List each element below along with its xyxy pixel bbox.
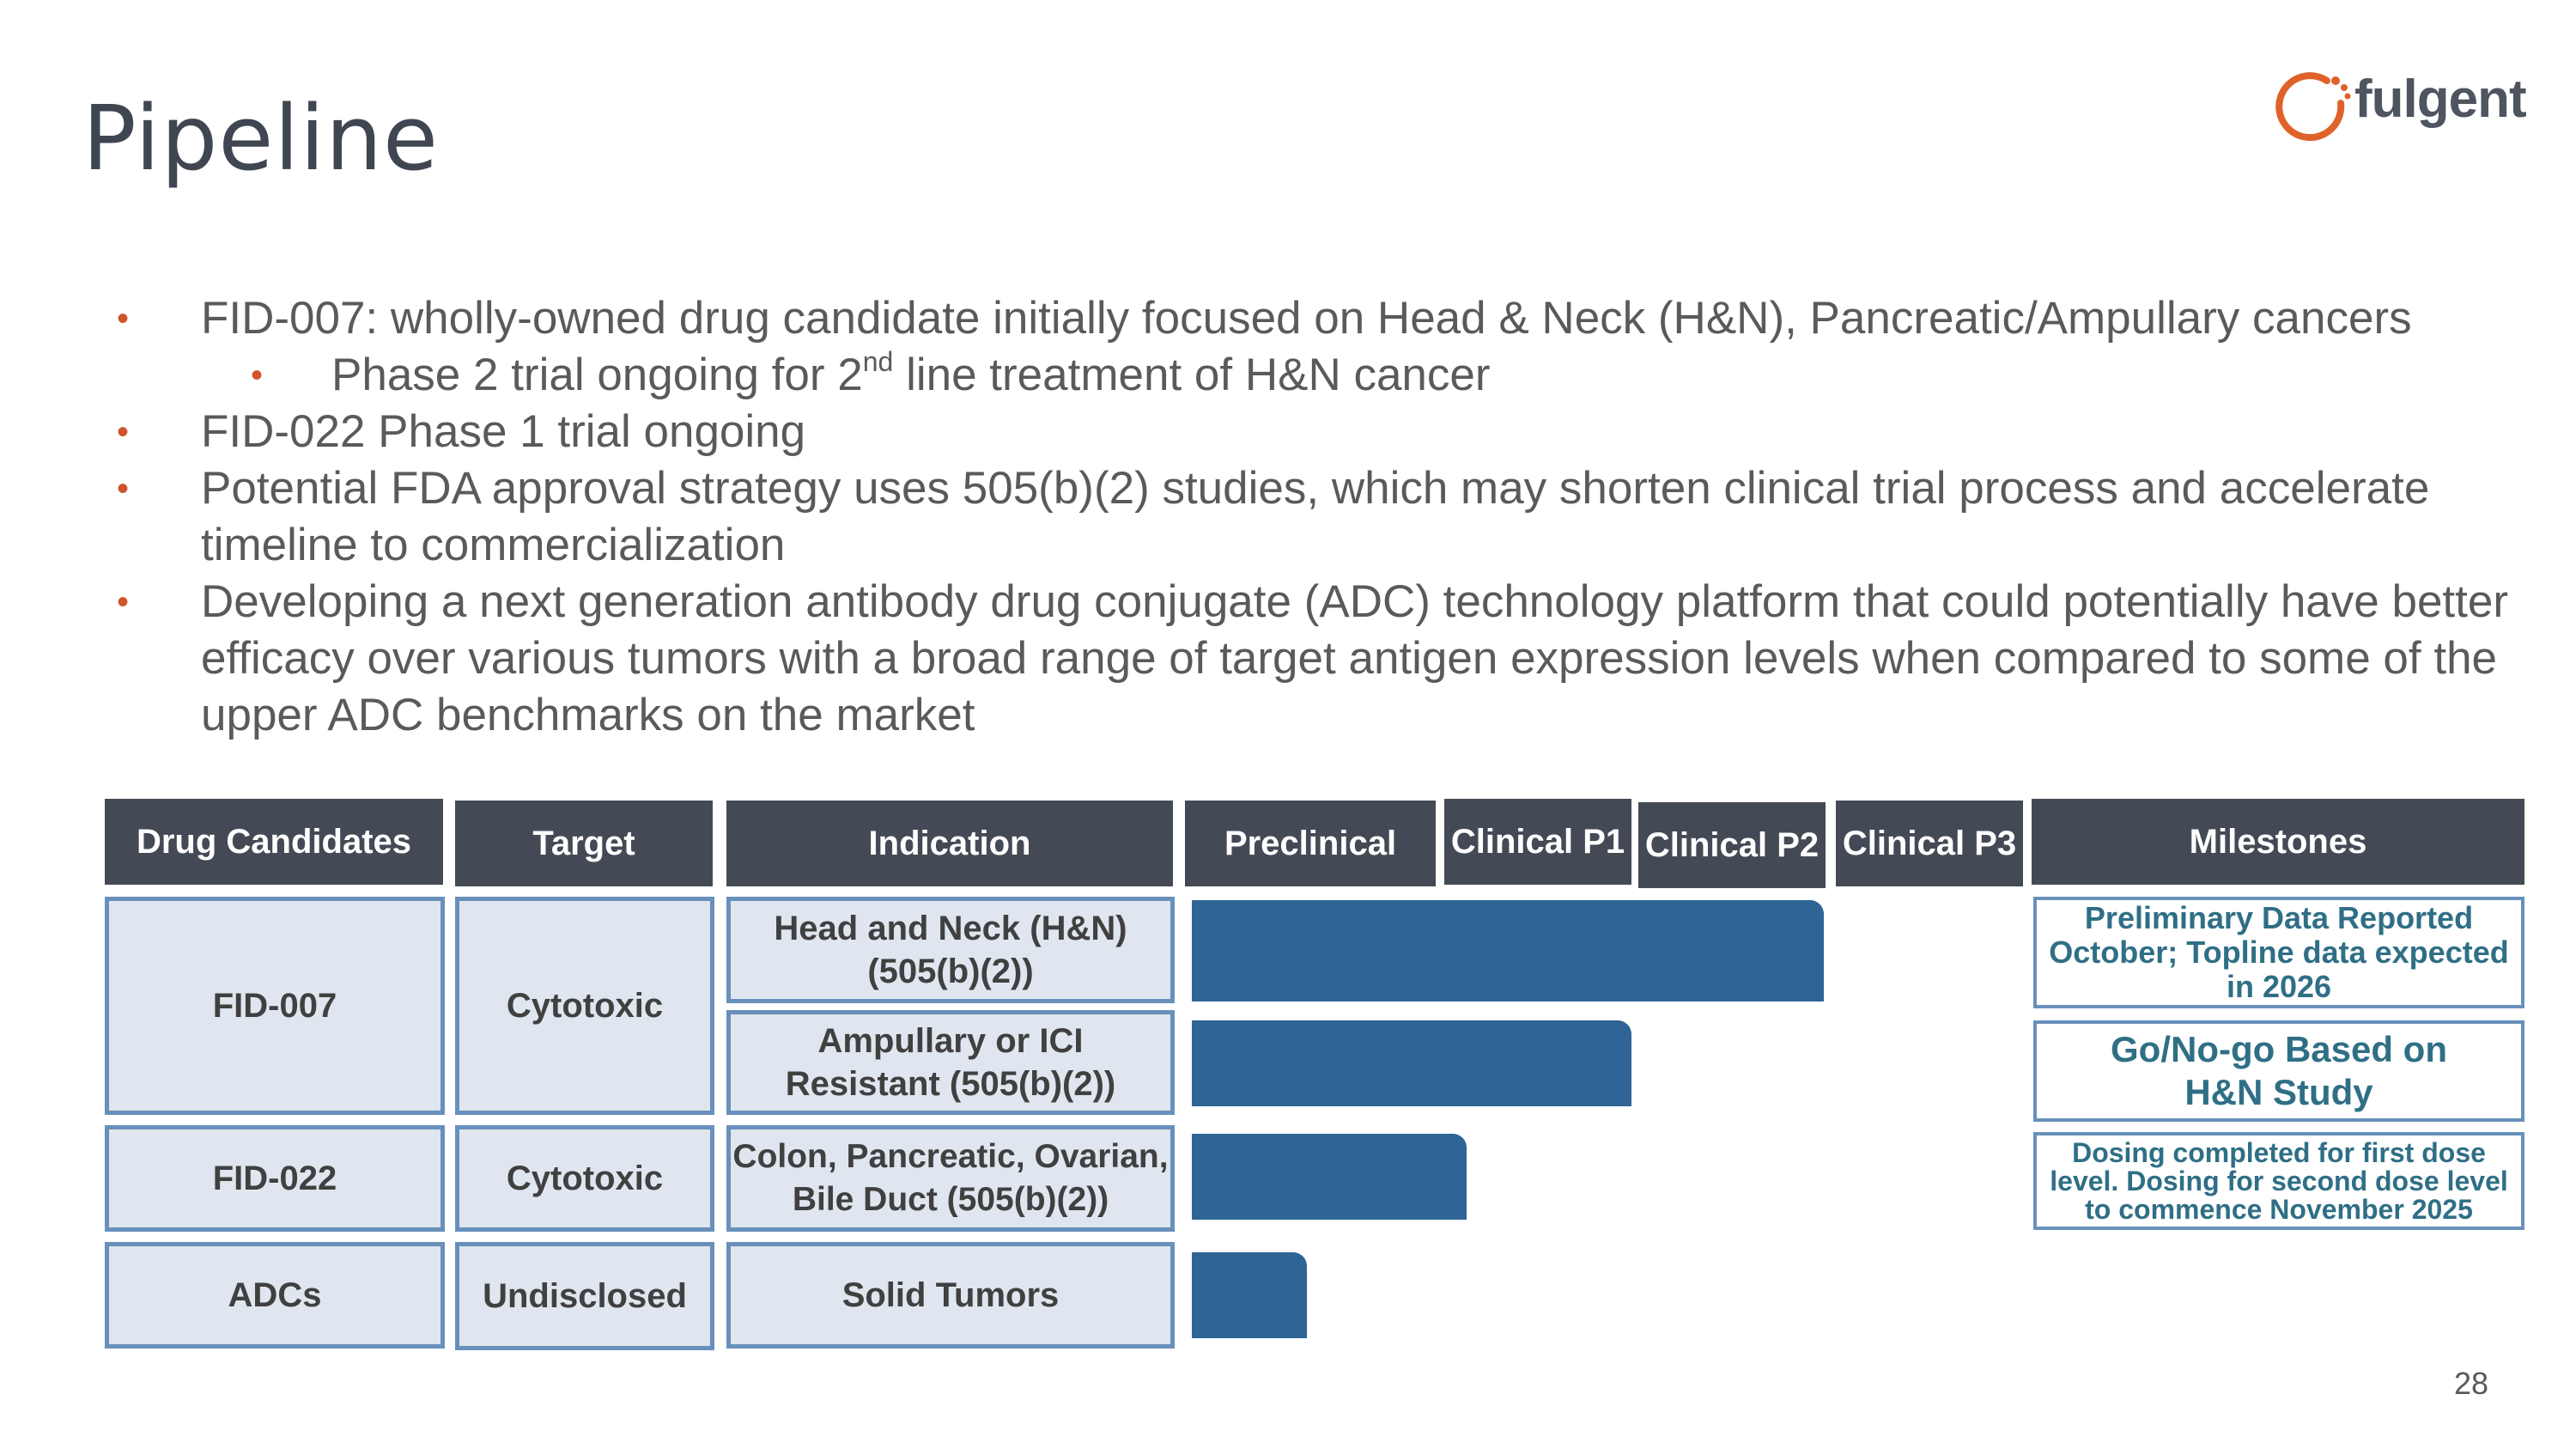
logo-ring-icon [2274,69,2356,146]
target-cell: Cytotoxic [455,1125,714,1232]
header-preclinical: Preclinical [1185,801,1436,886]
bullet-dot-icon: • [117,413,130,451]
bullet-text: Phase 2 trial ongoing for 2 [331,350,863,400]
milestone-cell: Go/No-go Based on H&N Study [2033,1020,2524,1122]
milestone-cell: Dosing completed for first dose level. Dosing for second dose level to commence November 2025 [2033,1132,2524,1230]
bullet-text: Developing a next generation antibody drug conjugate (ADC) technology platform that could potentially have better efficacy over various tumors with a broad range of target antigen expression levels when compared to some of the upper ADC benchmarks on the market [201,576,2509,740]
header-clinical-p3: Clinical P3 [1836,801,2023,886]
bullet-dot-icon: • [117,470,130,508]
header-indication: Indication [726,801,1173,886]
milestone-cell: Preliminary Data Reported October; Topline data expected in 2026 [2033,897,2524,1008]
header-milestones: Milestones [2032,799,2524,885]
drug-cell: FID-022 [105,1125,445,1232]
header-target: Target [455,801,713,886]
bullet-dot-icon: • [117,300,130,338]
target-cell: Cytotoxic [455,897,714,1115]
bullet-dot-icon: • [251,356,264,394]
bullet-item [112,574,2533,744]
bullet-superscript: nd [862,346,894,377]
indication-cell: Solid Tumors [726,1242,1175,1349]
drug-cell: FID-007 [105,897,445,1115]
bullet-subitem [112,347,2533,404]
progress-bar [1192,900,1824,1002]
bullet-text: Potential FDA approval strategy uses 505(b)(2) studies, which may shorten clinical trial process and accelerate timeline to commercialization [201,463,2430,570]
indication-cell: Ampullary or ICI Resistant (505(b)(2)) [726,1010,1175,1115]
bullet-text: FID-022 Phase 1 trial ongoing [201,406,806,457]
drug-cell: ADCs [105,1242,445,1349]
bullet-item [112,290,2533,347]
logo-wordmark: fulgent [2354,70,2526,129]
bullet-item [112,404,2533,460]
bullet-text: FID-007: wholly-owned drug candidate initially focused on Head & Neck (H&N), Pancreatic/Ampullary cancers [201,293,2412,344]
header-clinical-p1: Clinical P1 [1444,799,1631,885]
bullet-list [112,290,2533,744]
bullet-item [112,460,2533,574]
indication-cell: Colon, Pancreatic, Ovarian, Bile Duct (505(b)(2)) [726,1125,1175,1232]
progress-bar [1192,1252,1307,1338]
header-clinical-p2: Clinical P2 [1638,802,1826,888]
progress-bar [1192,1134,1467,1220]
header-drug-candidates: Drug Candidates [105,799,443,885]
bullet-dot-icon: • [117,583,130,621]
fulgent-logo [2274,69,2531,146]
page-number: 28 [2454,1366,2489,1401]
target-cell: Undisclosed [455,1242,714,1350]
page-title: Pipeline [82,86,440,191]
progress-bar [1192,1020,1631,1106]
indication-cell: Head and Neck (H&N) (505(b)(2)) [726,897,1175,1003]
bullet-text: line treatment of H&N cancer [893,350,1491,400]
